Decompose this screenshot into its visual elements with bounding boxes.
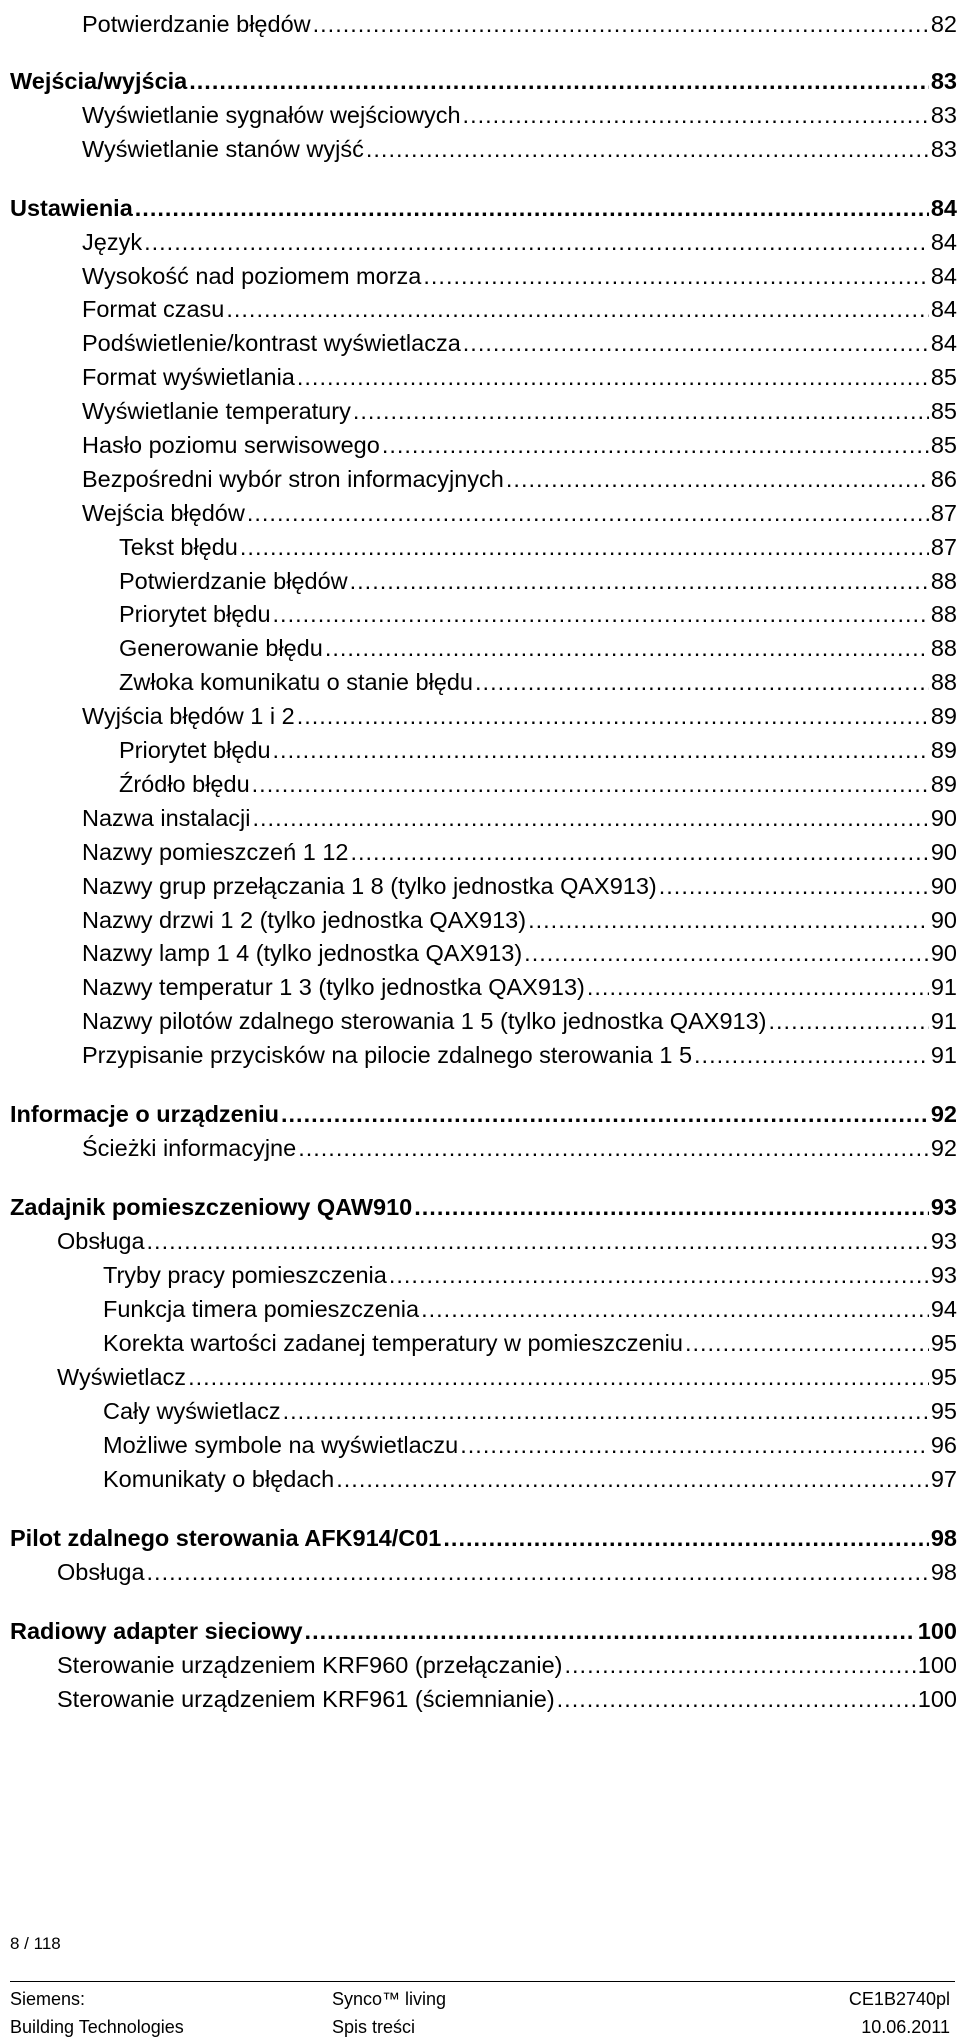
- toc-leader-dots: [414, 1189, 929, 1225]
- toc-entry-title: Funkcja timera pomieszczenia: [103, 1296, 420, 1322]
- toc-leader-dots: [366, 131, 929, 167]
- toc-entry[interactable]: [82, 291, 957, 327]
- toc-entry-page: 95: [930, 1364, 957, 1390]
- toc-leader-dots: [297, 698, 929, 734]
- toc-entry-title: Podświetlenie/kontrast wyświetlacza: [82, 330, 461, 356]
- toc-leader-dots: [460, 1427, 929, 1463]
- toc-leader-dots: [475, 664, 929, 700]
- toc-entry[interactable]: [82, 698, 957, 734]
- toc-leader-dots: [389, 1257, 929, 1293]
- toc-entry[interactable]: [119, 732, 957, 768]
- toc-entry-page: 93: [930, 1194, 957, 1220]
- toc-entry[interactable]: [82, 868, 957, 904]
- toc-entry-title: Format wyświetlania: [82, 364, 295, 390]
- toc-entry-page: 90: [930, 907, 957, 933]
- toc-leader-dots: [587, 969, 929, 1005]
- toc-leader-dots: [240, 529, 929, 565]
- toc-leader-dots: [506, 461, 929, 497]
- footer-product: Synco™ living: [332, 1989, 447, 2009]
- toc-entry-title: Nazwy drzwi 1 2 (tylko jednostka QAX913): [82, 907, 527, 933]
- toc-leader-dots: [557, 1681, 916, 1717]
- toc-entry[interactable]: [103, 1461, 957, 1497]
- toc-entry-page: 88: [930, 601, 957, 627]
- toc-entry[interactable]: [82, 359, 957, 395]
- toc-leader-dots: [463, 325, 929, 361]
- toc-entry-page: 92: [930, 1101, 957, 1127]
- toc-entry-title: Informacje o urządzeniu: [10, 1101, 279, 1127]
- toc-entry-page: 93: [930, 1262, 957, 1288]
- toc-entry[interactable]: [82, 1003, 957, 1039]
- toc-entry[interactable]: [57, 1647, 957, 1683]
- toc-leader-dots: [298, 1130, 929, 1166]
- footer-date: 10.06.2011: [861, 2017, 950, 2037]
- toc-entry-title: Wyświetlacz: [57, 1364, 187, 1390]
- toc-entry-page: 91: [930, 974, 957, 1000]
- toc-entry[interactable]: [82, 1037, 957, 1073]
- toc-leader-dots: [247, 495, 929, 531]
- toc-entry-page: 86: [930, 466, 957, 492]
- toc-entry[interactable]: [82, 969, 957, 1005]
- toc-entry-page: 84: [930, 296, 957, 322]
- toc-entry-title: Nazwy lamp 1 4 (tylko jednostka QAX913): [82, 940, 523, 966]
- toc-leader-dots: [313, 6, 929, 42]
- toc-entry-page: 90: [930, 873, 957, 899]
- toc-entry-page: 98: [930, 1559, 957, 1585]
- toc-leader-dots: [524, 935, 929, 971]
- toc-entry-page: 84: [930, 263, 957, 289]
- toc-entry[interactable]: [82, 97, 957, 133]
- toc-entry-page: 97: [930, 1466, 957, 1492]
- toc-leader-dots: [382, 427, 929, 463]
- toc-entry-title: Sterowanie urządzeniem KRF961 (ściemnianie): [57, 1686, 555, 1712]
- toc-entry-title: Wejścia/wyjścia: [10, 68, 188, 94]
- toc-entry-title: Zwłoka komunikatu o stanie błędu: [119, 669, 474, 695]
- toc-leader-dots: [423, 258, 929, 294]
- toc-leader-dots: [325, 630, 929, 666]
- toc-entry[interactable]: [10, 1096, 957, 1132]
- toc-entry-page: 95: [930, 1330, 957, 1356]
- toc-entry[interactable]: [10, 1613, 957, 1649]
- toc-entry[interactable]: [82, 834, 957, 870]
- toc-leader-dots: [443, 1520, 928, 1556]
- footer-document-id: CE1B2740pl: [848, 1989, 950, 2009]
- toc-entry-page: 92: [930, 1135, 957, 1161]
- footer-section: Spis treści: [332, 2017, 416, 2037]
- toc-entry-page: 83: [930, 136, 957, 162]
- toc-entry-title: Tryby pracy pomieszczenia: [103, 1262, 387, 1288]
- toc-leader-dots: [252, 800, 928, 836]
- toc-entry-title: Sterowanie urządzeniem KRF960 (przełączanie): [57, 1652, 563, 1678]
- toc-leader-dots: [350, 563, 929, 599]
- footer-division: Building Technologies: [10, 2017, 184, 2037]
- toc-entry-title: Ścieżki informacyjne: [82, 1135, 297, 1161]
- toc-entry[interactable]: [10, 1520, 957, 1556]
- toc-leader-dots: [297, 359, 929, 395]
- toc-entry-title: Priorytet błędu: [119, 601, 271, 627]
- toc-leader-dots: [135, 190, 929, 226]
- toc-leader-dots: [305, 1613, 916, 1649]
- toc-entry-page: 83: [930, 68, 957, 94]
- toc-entry-page: 100: [917, 1652, 957, 1678]
- toc-entry-page: 88: [930, 568, 957, 594]
- toc-entry-title: Generowanie błędu: [119, 635, 323, 661]
- toc-entry-title: Ustawienia: [10, 195, 133, 221]
- toc-entry[interactable]: [103, 1393, 957, 1429]
- toc-entry-page: 82: [930, 11, 957, 37]
- toc-entry-page: 88: [930, 635, 957, 661]
- toc-leader-dots: [528, 902, 929, 938]
- toc-entry-title: Wyświetlanie temperatury: [82, 398, 351, 424]
- toc-entry-page: 87: [930, 534, 957, 560]
- toc-entry-page: 89: [930, 771, 957, 797]
- toc-entry[interactable]: [82, 325, 957, 361]
- toc-entry[interactable]: [82, 461, 957, 497]
- toc-entry-title: Potwierdzanie błędów: [82, 11, 311, 37]
- toc-entry-page: 83: [930, 102, 957, 128]
- toc-leader-dots: [147, 1223, 929, 1259]
- toc-entry-title: Radiowy adapter sieciowy: [10, 1618, 303, 1644]
- toc-entry-page: 91: [930, 1008, 957, 1034]
- toc-entry-title: Tekst błędu: [119, 534, 238, 560]
- toc-entry[interactable]: [103, 1427, 957, 1463]
- toc-entry-title: Obsługa: [57, 1559, 145, 1585]
- toc-entry[interactable]: [82, 495, 957, 531]
- toc-leader-dots: [189, 63, 929, 99]
- toc-entry-title: Obsługa: [57, 1228, 145, 1254]
- toc-leader-dots: [188, 1359, 929, 1395]
- toc-entry-page: 90: [930, 940, 957, 966]
- toc-entry[interactable]: [10, 63, 957, 99]
- toc-leader-dots: [768, 1003, 928, 1039]
- toc-entry[interactable]: [119, 766, 957, 802]
- toc-entry-title: Hasło poziomu serwisowego: [82, 432, 380, 458]
- toc-entry[interactable]: [57, 1359, 957, 1395]
- toc-entry-title: Wyjścia błędów 1 i 2: [82, 703, 295, 729]
- toc-entry-page: 90: [930, 839, 957, 865]
- toc-entry-title: Format czasu: [82, 296, 225, 322]
- toc-entry[interactable]: [82, 393, 957, 429]
- toc-entry-title: Cały wyświetlacz: [103, 1398, 281, 1424]
- toc-leader-dots: [353, 393, 929, 429]
- toc-entry[interactable]: [82, 131, 957, 167]
- toc-leader-dots: [252, 766, 929, 802]
- toc-leader-dots: [273, 732, 929, 768]
- toc-entry[interactable]: [82, 224, 957, 260]
- toc-entry-page: 90: [930, 805, 957, 831]
- toc-entry-title: Zadajnik pomieszczeniowy QAW910: [10, 1194, 413, 1220]
- toc-leader-dots: [694, 1037, 929, 1073]
- toc-entry-title: Język: [82, 229, 143, 255]
- toc-leader-dots: [350, 834, 928, 870]
- toc-leader-dots: [421, 1291, 929, 1327]
- toc-entry[interactable]: [10, 190, 957, 226]
- toc-entry[interactable]: [57, 1681, 957, 1717]
- toc-entry[interactable]: [82, 935, 957, 971]
- toc-entry-page: 100: [917, 1686, 957, 1712]
- toc-entry[interactable]: [119, 664, 957, 700]
- toc-entry-title: Wejścia błędów: [82, 500, 245, 526]
- toc-leader-dots: [144, 224, 929, 260]
- toc-entry-title: Korekta wartości zadanej temperatury w pomieszczeniu: [103, 1330, 683, 1356]
- toc-entry-title: Potwierdzanie błędów: [119, 568, 348, 594]
- toc-leader-dots: [226, 291, 929, 327]
- toc-entry-title: Bezpośredni wybór stron informacyjnych: [82, 466, 504, 492]
- toc-entry-page: 94: [930, 1296, 957, 1322]
- footer-company: Siemens:: [10, 1989, 86, 2009]
- toc-entry[interactable]: [103, 1325, 957, 1361]
- toc-leader-dots: [659, 868, 929, 904]
- toc-leader-dots: [273, 596, 929, 632]
- toc-leader-dots: [147, 1554, 929, 1590]
- toc-entry-title: Priorytet błędu: [119, 737, 271, 763]
- toc-entry-title: Nazwy pilotów zdalnego sterowania 1 5 (tylko jednostka QAX913): [82, 1008, 767, 1034]
- toc-entry[interactable]: [103, 1257, 957, 1293]
- toc-entry[interactable]: [57, 1554, 957, 1590]
- toc-entry-page: 85: [930, 432, 957, 458]
- toc-leader-dots: [685, 1325, 929, 1361]
- toc-entry-page: 84: [930, 229, 957, 255]
- toc-entry-title: Przypisanie przycisków na pilocie zdalnego sterowania 1 5: [82, 1042, 693, 1068]
- toc-entry-title: Nazwy grup przełączania 1 8 (tylko jednostka QAX913): [82, 873, 657, 899]
- toc-entry[interactable]: [119, 630, 957, 666]
- toc-entry-title: Wysokość nad poziomem morza: [82, 263, 422, 289]
- toc-entry-page: 95: [930, 1398, 957, 1424]
- toc-entry[interactable]: [57, 1223, 957, 1259]
- toc-leader-dots: [283, 1393, 929, 1429]
- toc-entry-page: 93: [930, 1228, 957, 1254]
- toc-entry-page: 85: [930, 398, 957, 424]
- toc-entry[interactable]: [82, 427, 957, 463]
- toc-entry[interactable]: [119, 529, 957, 565]
- toc-entry-page: 85: [930, 364, 957, 390]
- toc-entry-title: Nazwa instalacji: [82, 805, 251, 831]
- toc-entry-page: 84: [930, 330, 957, 356]
- toc-entry-page: 84: [930, 195, 957, 221]
- toc-leader-dots: [565, 1647, 916, 1683]
- toc-entry-page: 100: [917, 1618, 957, 1644]
- toc-leader-dots: [463, 97, 929, 133]
- toc-entry[interactable]: [82, 800, 957, 836]
- toc-entry-page: 87: [930, 500, 957, 526]
- toc-entry[interactable]: [119, 596, 957, 632]
- toc-entry-title: Komunikaty o błędach: [103, 1466, 335, 1492]
- toc-entry[interactable]: [82, 258, 957, 294]
- page-number: 8 / 118: [10, 1934, 61, 1953]
- toc-entry[interactable]: [103, 1291, 957, 1327]
- toc-entry-title: Nazwy pomieszczeń 1 12: [82, 839, 349, 865]
- toc-leader-dots: [281, 1096, 929, 1132]
- toc-entry-title: Wyświetlanie sygnałów wejściowych: [82, 102, 461, 128]
- toc-entry-title: Możliwe symbole na wyświetlaczu: [103, 1432, 459, 1458]
- toc-entry[interactable]: [119, 563, 957, 599]
- toc-entry-page: 91: [930, 1042, 957, 1068]
- toc-entry-page: 89: [930, 737, 957, 763]
- footer-divider: [10, 1981, 955, 1982]
- toc-entry-title: Wyświetlanie stanów wyjść: [82, 136, 364, 162]
- toc-entry-page: 89: [930, 703, 957, 729]
- toc-entry-title: Nazwy temperatur 1 3 (tylko jednostka QAX913): [82, 974, 585, 1000]
- toc-leader-dots: [336, 1461, 929, 1497]
- toc-entry-page: 88: [930, 669, 957, 695]
- toc-entry[interactable]: [82, 902, 957, 938]
- toc-entry[interactable]: [10, 1189, 957, 1225]
- toc-entry-title: Źródło błędu: [119, 771, 250, 797]
- toc-entry[interactable]: [82, 6, 957, 42]
- toc-entry-title: Pilot zdalnego sterowania AFK914/C01: [10, 1525, 442, 1551]
- toc-entry-page: 96: [930, 1432, 957, 1458]
- toc-entry-page: 98: [930, 1525, 957, 1551]
- toc-entry[interactable]: [82, 1130, 957, 1166]
